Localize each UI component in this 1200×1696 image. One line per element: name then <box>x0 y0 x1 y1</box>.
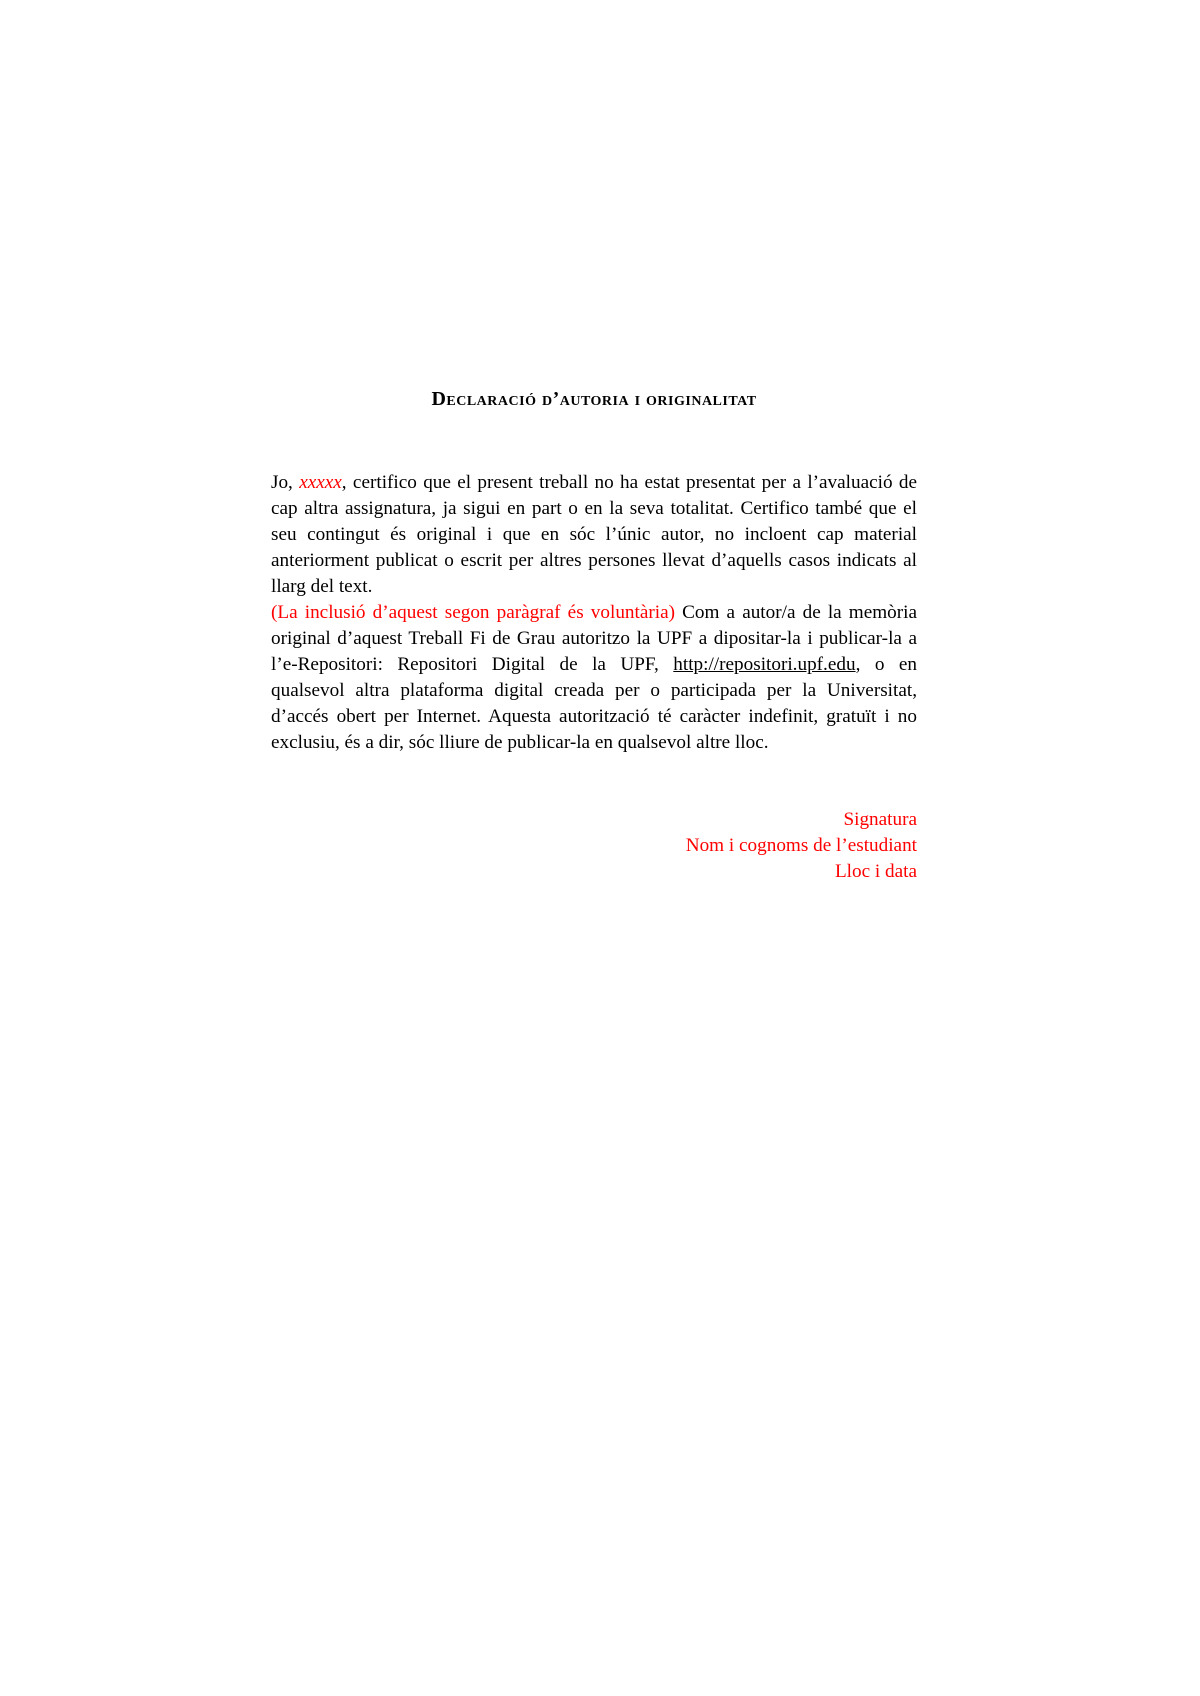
certification-paragraph <box>271 470 917 600</box>
signature-block <box>271 807 917 885</box>
paragraph-prefix: Jo, <box>271 472 300 493</box>
authorization-text-end: , o en qualsevol altra plataforma digital creada per o participada per la Universitat, d’accés obert per Internet. Aquesta autorització té caràcter indefinit, gratuït i no exclusiu, és a dir, sóc lliure de publicar-la en qualsevol altre lloc. <box>271 654 917 753</box>
authorization-paragraph <box>271 600 917 756</box>
optional-paragraph-note: (La inclusió d’aquest segon paràgraf és voluntària) <box>271 602 675 623</box>
declaration-content <box>271 384 917 885</box>
repository-link[interactable]: http://repositori.upf.edu <box>673 654 856 675</box>
place-and-date-label: Lloc i data <box>834 861 917 882</box>
certification-text: , certifico que el present treball no ha estat presentat per a l’avaluació de cap altra assignatura, ja sigui en part o en la seva totalitat. Certifico també que el seu contingut és original i que en sóc l’únic autor, no incloent cap material anteriorment publicat o escrit per altres persones llevat d’aquells casos indicats al llarg del text. <box>271 472 917 597</box>
authorization-text-start: Com a autor/a de la memòria original d’aquest Treball Fi de Grau autoritzo la UPF a dipositar-la i publicar-la a l’e-Repositori: Repositori Digital de la UPF, <box>271 602 917 675</box>
student-full-name-label: Nom i cognoms de l’estudiant <box>685 835 917 856</box>
signature-label: Signatura <box>843 809 917 830</box>
page-title: Declaració d’autoria i originalitat <box>431 388 757 410</box>
student-name-placeholder: xxxxx <box>299 472 342 493</box>
